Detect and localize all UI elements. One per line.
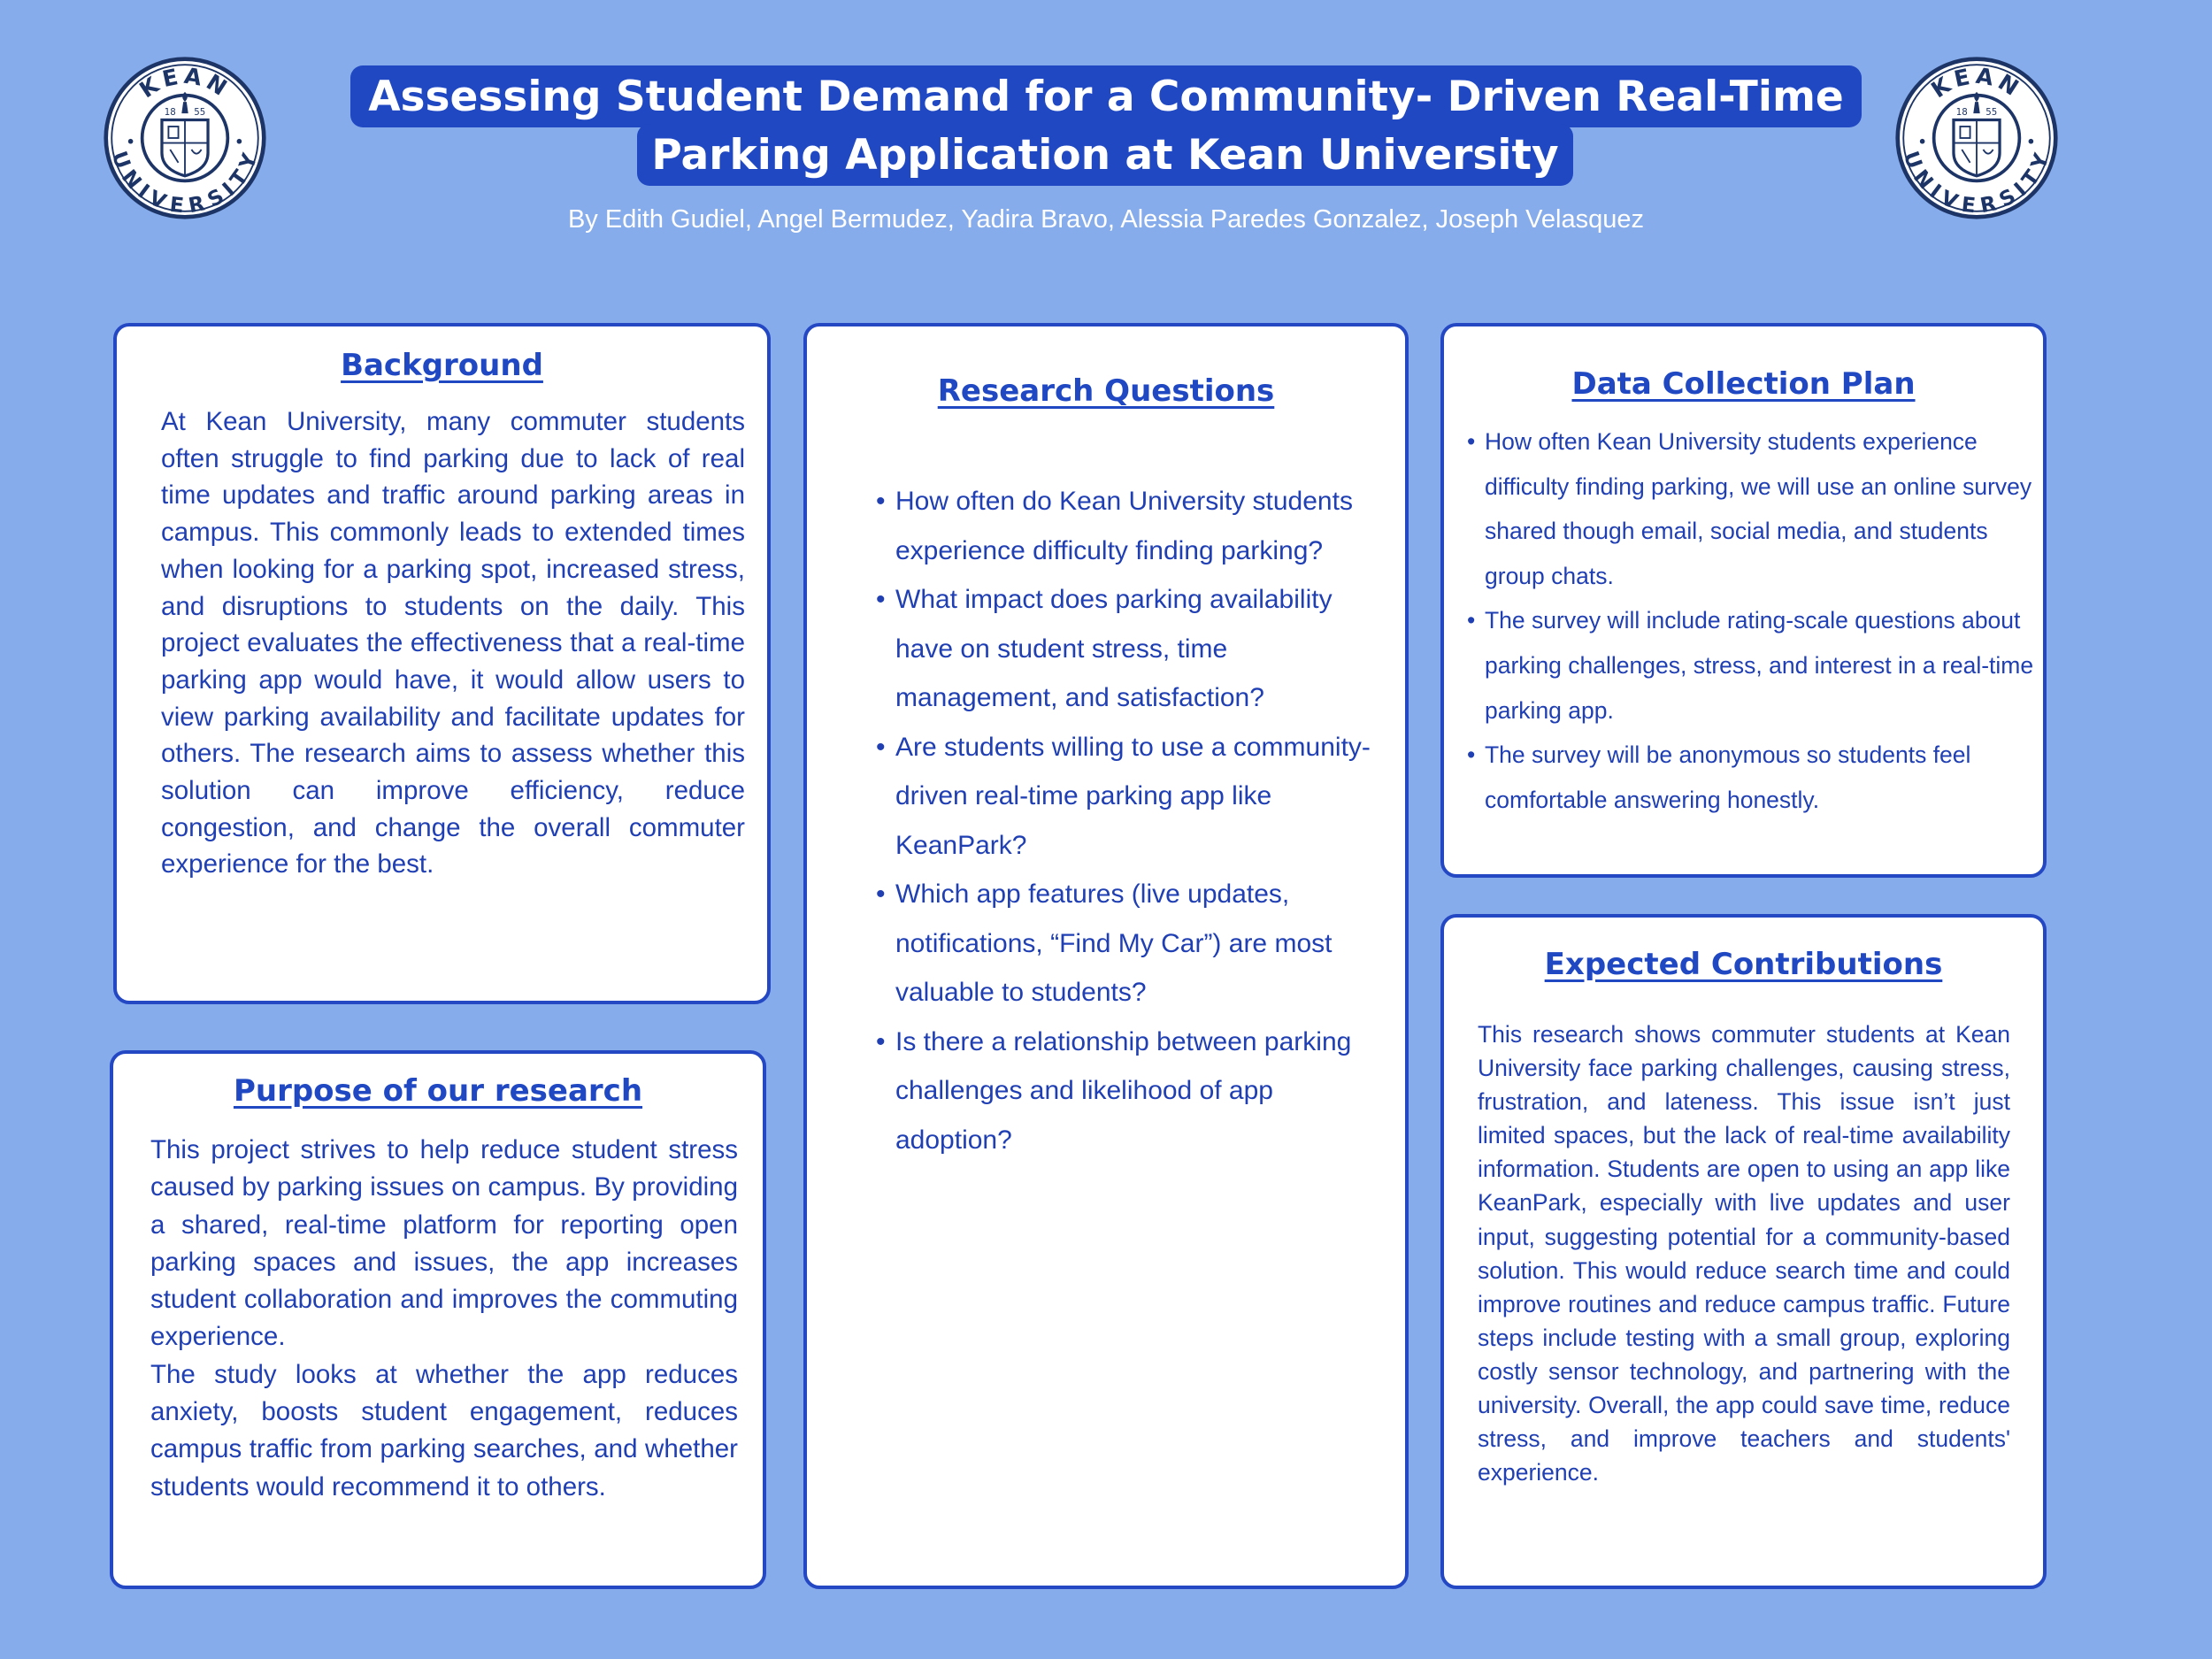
background-panel (113, 323, 771, 1004)
data-collection-plan-panel (1440, 323, 2047, 878)
list-item: • The survey will be anonymous so students feel comfortable answering honestly. (1467, 733, 2042, 822)
data-collection-plan-heading: Data Collection Plan (1571, 366, 1916, 402)
research-questions-panel (803, 323, 1409, 1589)
list-item: • The survey will include rating-scale questions about parking challenges, stress, and interest in a real-time parking app. (1467, 598, 2042, 733)
expected-contributions-heading: Expected Contributions (1544, 947, 1943, 982)
expected-contributions-text (1478, 1018, 2010, 1489)
svg-text:UNIVERSITY: UNIVERSITY (1898, 148, 2055, 219)
kean-university-seal-logo (1894, 56, 2059, 220)
list-item: • What impact does parking availability have on student stress, time management, and satisfaction? (876, 575, 1389, 723)
purpose-heading: Purpose of our research (233, 1073, 643, 1109)
svg-text:UNIVERSITY: UNIVERSITY (106, 148, 264, 219)
poster-title-line-1: Assessing Student Demand for a Community- Driven Real-Time (350, 65, 1862, 127)
list-item: • Is there a relationship between parking challenges and likelihood of app adoption? (876, 1018, 1389, 1165)
list-item: • How often do Kean University students experience difficulty finding parking? (876, 477, 1389, 575)
research-questions-list (876, 477, 1389, 1164)
svg-text:18: 18 (1955, 107, 1968, 118)
purpose-panel (110, 1050, 766, 1589)
expected-contributions-paragraph: This research shows commuter students at Kean University face parking challenges, causing stress, frustration, and lateness. This issue isn’t just limited spaces, but the lack of real-time availability information. Students are open to using an app like KeanPark, especially with live updates and user input, suggesting potential for a community-based solution. This would reduce search time and could improve routines and reduce campus traffic. Future steps include testing with a small group, exploring costly sensor technology, and partnering with the university. Overall, the app could save time, reduce stress, and improve teachers and students' experience. (1478, 1021, 2010, 1486)
expected-contributions-panel (1440, 914, 2047, 1589)
kean-university-seal-logo (103, 56, 267, 220)
list-item: • Which app features (live updates, notifications, “Find My Car”) are most valuable to students? (876, 870, 1389, 1018)
purpose-paragraph-2: The study looks at whether the app reduces anxiety, boosts student engagement, reduces campus traffic from parking searches, and whether students would recommend it to others. (150, 1359, 738, 1502)
purpose-text (150, 1132, 738, 1506)
author-list: By Edith Gudiel, Angel Bermudez, Yadira Bravo, Alessia Paredes Gonzalez, Joseph Velasquez (567, 205, 1645, 234)
svg-text:KEAN: KEAN (134, 62, 235, 104)
purpose-paragraph-1: This project strives to help reduce student stress caused by parking issues on campus. By providing a shared, real-time platform for reporting open parking spaces and issues, the app increases student collaboration and improves the commuting experience. (150, 1135, 738, 1352)
list-item: • How often Kean University students experience difficulty finding parking, we will use an online survey shared though email, social media, and students group chats. (1467, 419, 2042, 598)
svg-text:55: 55 (1985, 107, 1998, 118)
svg-text:18: 18 (164, 107, 176, 118)
poster-title-line-2: Parking Application at Kean University (637, 124, 1573, 186)
svg-text:KEAN: KEAN (1926, 62, 2027, 104)
data-collection-plan-list (1467, 419, 2042, 822)
list-item: • Are students willing to use a community-driven real-time parking app like KeanPark? (876, 723, 1389, 871)
background-heading: Background (341, 348, 543, 383)
background-paragraph: At Kean University, many commuter students often struggle to find parking due to lack of real time updates and traffic around parking areas in campus. This commonly leads to extended times when looking for a parking spot, increased stress, and disruptions to students on the daily. This project evaluates the effectiveness that a real-time parking app would have, it would allow users to view parking availability and facilitate updates for others. The research aims to assess whether this solution can improve efficiency, reduce congestion, and change the overall commuter experience for the best. (161, 407, 745, 879)
research-questions-heading: Research Questions (937, 373, 1275, 409)
svg-text:55: 55 (194, 107, 206, 118)
background-text (161, 403, 745, 883)
